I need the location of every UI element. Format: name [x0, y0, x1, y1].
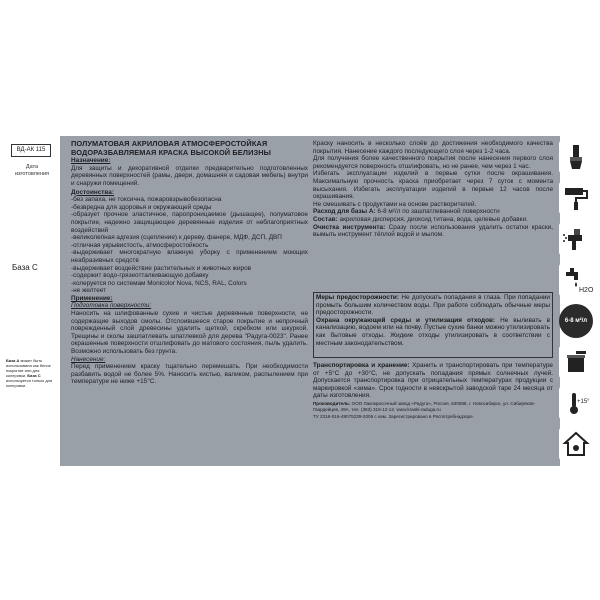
consumption-line — [313, 208, 553, 216]
base-c-title: База С — [27, 373, 41, 378]
advantage-item: -безвредна для здоровья и окружающей среды — [71, 203, 212, 211]
producer-text: ООО Лакокрасочный завод «Радуга», Россия, 630088, г. Новосибирск, ул. Сибиряков-Гвардейцев, 49А, тел. (383) 315-12-12, www.kraski-raduga.ru — [313, 400, 536, 412]
surface-prep-heading: Подготовка поверхности: — [71, 302, 152, 310]
base-a-title: База А — [6, 358, 20, 363]
application-heading: Применение: — [71, 294, 113, 302]
water-label: H2O — [579, 287, 594, 294]
temperature-icon — [559, 386, 593, 420]
advantage-item: -колеруется по системам Monicolor Nova, NCS, RAL, Colors — [71, 279, 247, 287]
paint-can-icon — [559, 345, 593, 379]
surface-prep-text: Наносить на шлифованные сухие и чистые деревянные поверхности, не содержащие выходов смолы. Отслоившееся старое покрытие и непрочный поврежденный слой древесины удалить щеткой, скребком или шкуркой. Трещины и сколы зашпатлевать шпатлевкой для дерева "Радуга-0023". Ранее окрашенные поверхности отшлифовать до матового состояния, пыль удалить. Возможно использовать без грунта. — [71, 310, 308, 356]
roller-icon — [559, 181, 593, 215]
purpose-text: Для защиты и декоративной отделки предварительно подготовленных деревянных поверхностей (рамы, двери, домашняя и садовая мебель) внутри и снаружи помещений. — [71, 164, 308, 187]
product-code: ВД-АК 115 — [11, 144, 51, 157]
advantage-item: -великолепная адгезия (сцепление) к дереву, фанере, МДФ, ДСП, ДВП — [71, 234, 282, 242]
manufacture-date-label: Дата изготовления — [14, 164, 50, 177]
advantage-item: -без запаха, не токсична, пожаровзрывобезопасна — [71, 196, 222, 204]
precautions-heading: Меры предосторожности: — [316, 294, 399, 301]
storage-heading: Транспортировка и хранение: — [313, 362, 410, 369]
quality-text: Для получения более качественного покрытия после нанесения первого слоя рекомендуется поверхность отшлифовать, но не ранее, чем через 1 час. — [313, 155, 553, 170]
advantage-item: -содержит водо-грязеотталкивающую добавку — [71, 272, 209, 280]
cleaning-heading: Очистка инструмента: — [313, 223, 386, 231]
icon-column — [556, 140, 596, 468]
producer-heading: Производитель: — [313, 400, 351, 406]
environment-text: Не выливать в канализацию, водоем или на почву. Пустые сухие банки можно утилизировать как бытовые отходы. Жидкие отходы утилизировать в соответствии с местным законодательством. — [316, 316, 550, 347]
consumption-heading: Расход для базы А: — [313, 208, 376, 216]
base-label: База С — [12, 263, 38, 272]
consumption-rate-icon — [559, 304, 593, 338]
apply-continued: Краску наносить в несколько слоёв до достижения необходимого качества покрытия. Нанесение каждого последующего слоя через 1-2 часа. — [313, 140, 553, 155]
product-title-2: ВОДОРАЗБАВЛЯЕМАЯ КРАСКА ВЫСОКОЙ БЕЛИЗНЫ — [71, 147, 271, 157]
description-column — [71, 140, 308, 386]
advantage-item: -отличная укрывистость, атмосферостойкость — [71, 241, 209, 249]
water-tap-icon — [559, 263, 593, 297]
base-a-text: может быть использована как белое покрытие или для колеровки. — [6, 358, 51, 378]
storage-text: Хранить и транспортировать при температуре от +5°C до +30°C, не допускать попадания прямых солнечных лучей. Допускается транспортировка при отрицательных температурах продукции с маркировкой «зима». Срок годности в невскрытой заводской таре 24 месяца от даты изготовления. — [313, 362, 553, 400]
precautions-text: Не допускать попадания в глаза. При попадании промыть большим количеством воды. При работе соблюдать обычные меры предосторожности. — [316, 294, 551, 317]
producer-line — [313, 401, 553, 413]
precautions-line — [316, 294, 550, 317]
composition-heading: Состав: — [313, 215, 338, 223]
advantage-item: -не желтеет — [71, 287, 107, 295]
storage-line — [313, 362, 553, 400]
product-title-1: ПОЛУМАТОВАЯ АКРИЛОВАЯ АТМОСФЕРОСТОЙКАЯ — [71, 139, 268, 148]
composition-line — [313, 216, 553, 224]
eco-house-icon — [559, 427, 593, 461]
storage-section — [313, 362, 553, 420]
composition-value: акриловая дисперсия, диоксид титана, вода, целевые добавки. — [339, 215, 528, 223]
left-strip — [0, 136, 60, 466]
advantage-item: -выдерживает многократную влажную уборку с применением моющих неабразивных средств — [71, 249, 308, 264]
cleaning-text: Сразу после использования удалить остатки краски, вымыть инструмент тёплой водой и мылом. — [313, 223, 554, 239]
base-c-text: используется только для колеровки. — [6, 378, 53, 388]
brush-icon — [559, 140, 593, 174]
operation-text: Избегать эксплуатации изделий в первые сутки после окрашивания. Максимальную прочность краска приобретает через 7 суток с момента высыхания. Избегать эксплуатации изделий в первые 12 часов после окрашивания. — [313, 170, 553, 201]
usage-column — [313, 140, 553, 239]
base-note — [6, 358, 56, 388]
advantages-heading: Достоинства: — [71, 188, 114, 196]
apply-text: Перед применением краску тщательно перемешать. При необходимости разбавить водой не более 5%. Наносить кистью, валиком, распылением при температуре не ниже +15°C. — [71, 363, 308, 386]
consumption-rate-label: 6-8 м²/л — [564, 317, 588, 324]
spray-gun-icon — [559, 222, 593, 256]
cleaning-line — [313, 224, 553, 239]
environment-heading: Охрана окружающей среды и утилизация отходов: — [316, 316, 496, 324]
advantage-item: -выдерживает воздействие растительных и животных жиров — [71, 264, 252, 272]
purpose-heading: Назначение: — [71, 157, 111, 165]
mix-warning: Не смешивать с продуктами на основе растворителей. — [313, 200, 477, 208]
temperature-label: +15° — [577, 399, 590, 405]
advantage-item: -образует прочное эластичное, паропроницаемое (дышащее), полуматовое покрытие, надежно защищающее деревянные изделия от неблагоприятных воздействий — [71, 211, 308, 234]
safety-box — [313, 292, 553, 358]
apply-heading: Нанесение: — [71, 355, 106, 363]
consumption-value: 6-8 м²/л по зашпатлеванной поверхности — [377, 208, 500, 216]
environment-line — [316, 317, 550, 347]
tu-line: ТУ 2316-016-49075239-2006 с изм. Зарегистрировано в Роспотребнадзоре. — [313, 413, 474, 419]
